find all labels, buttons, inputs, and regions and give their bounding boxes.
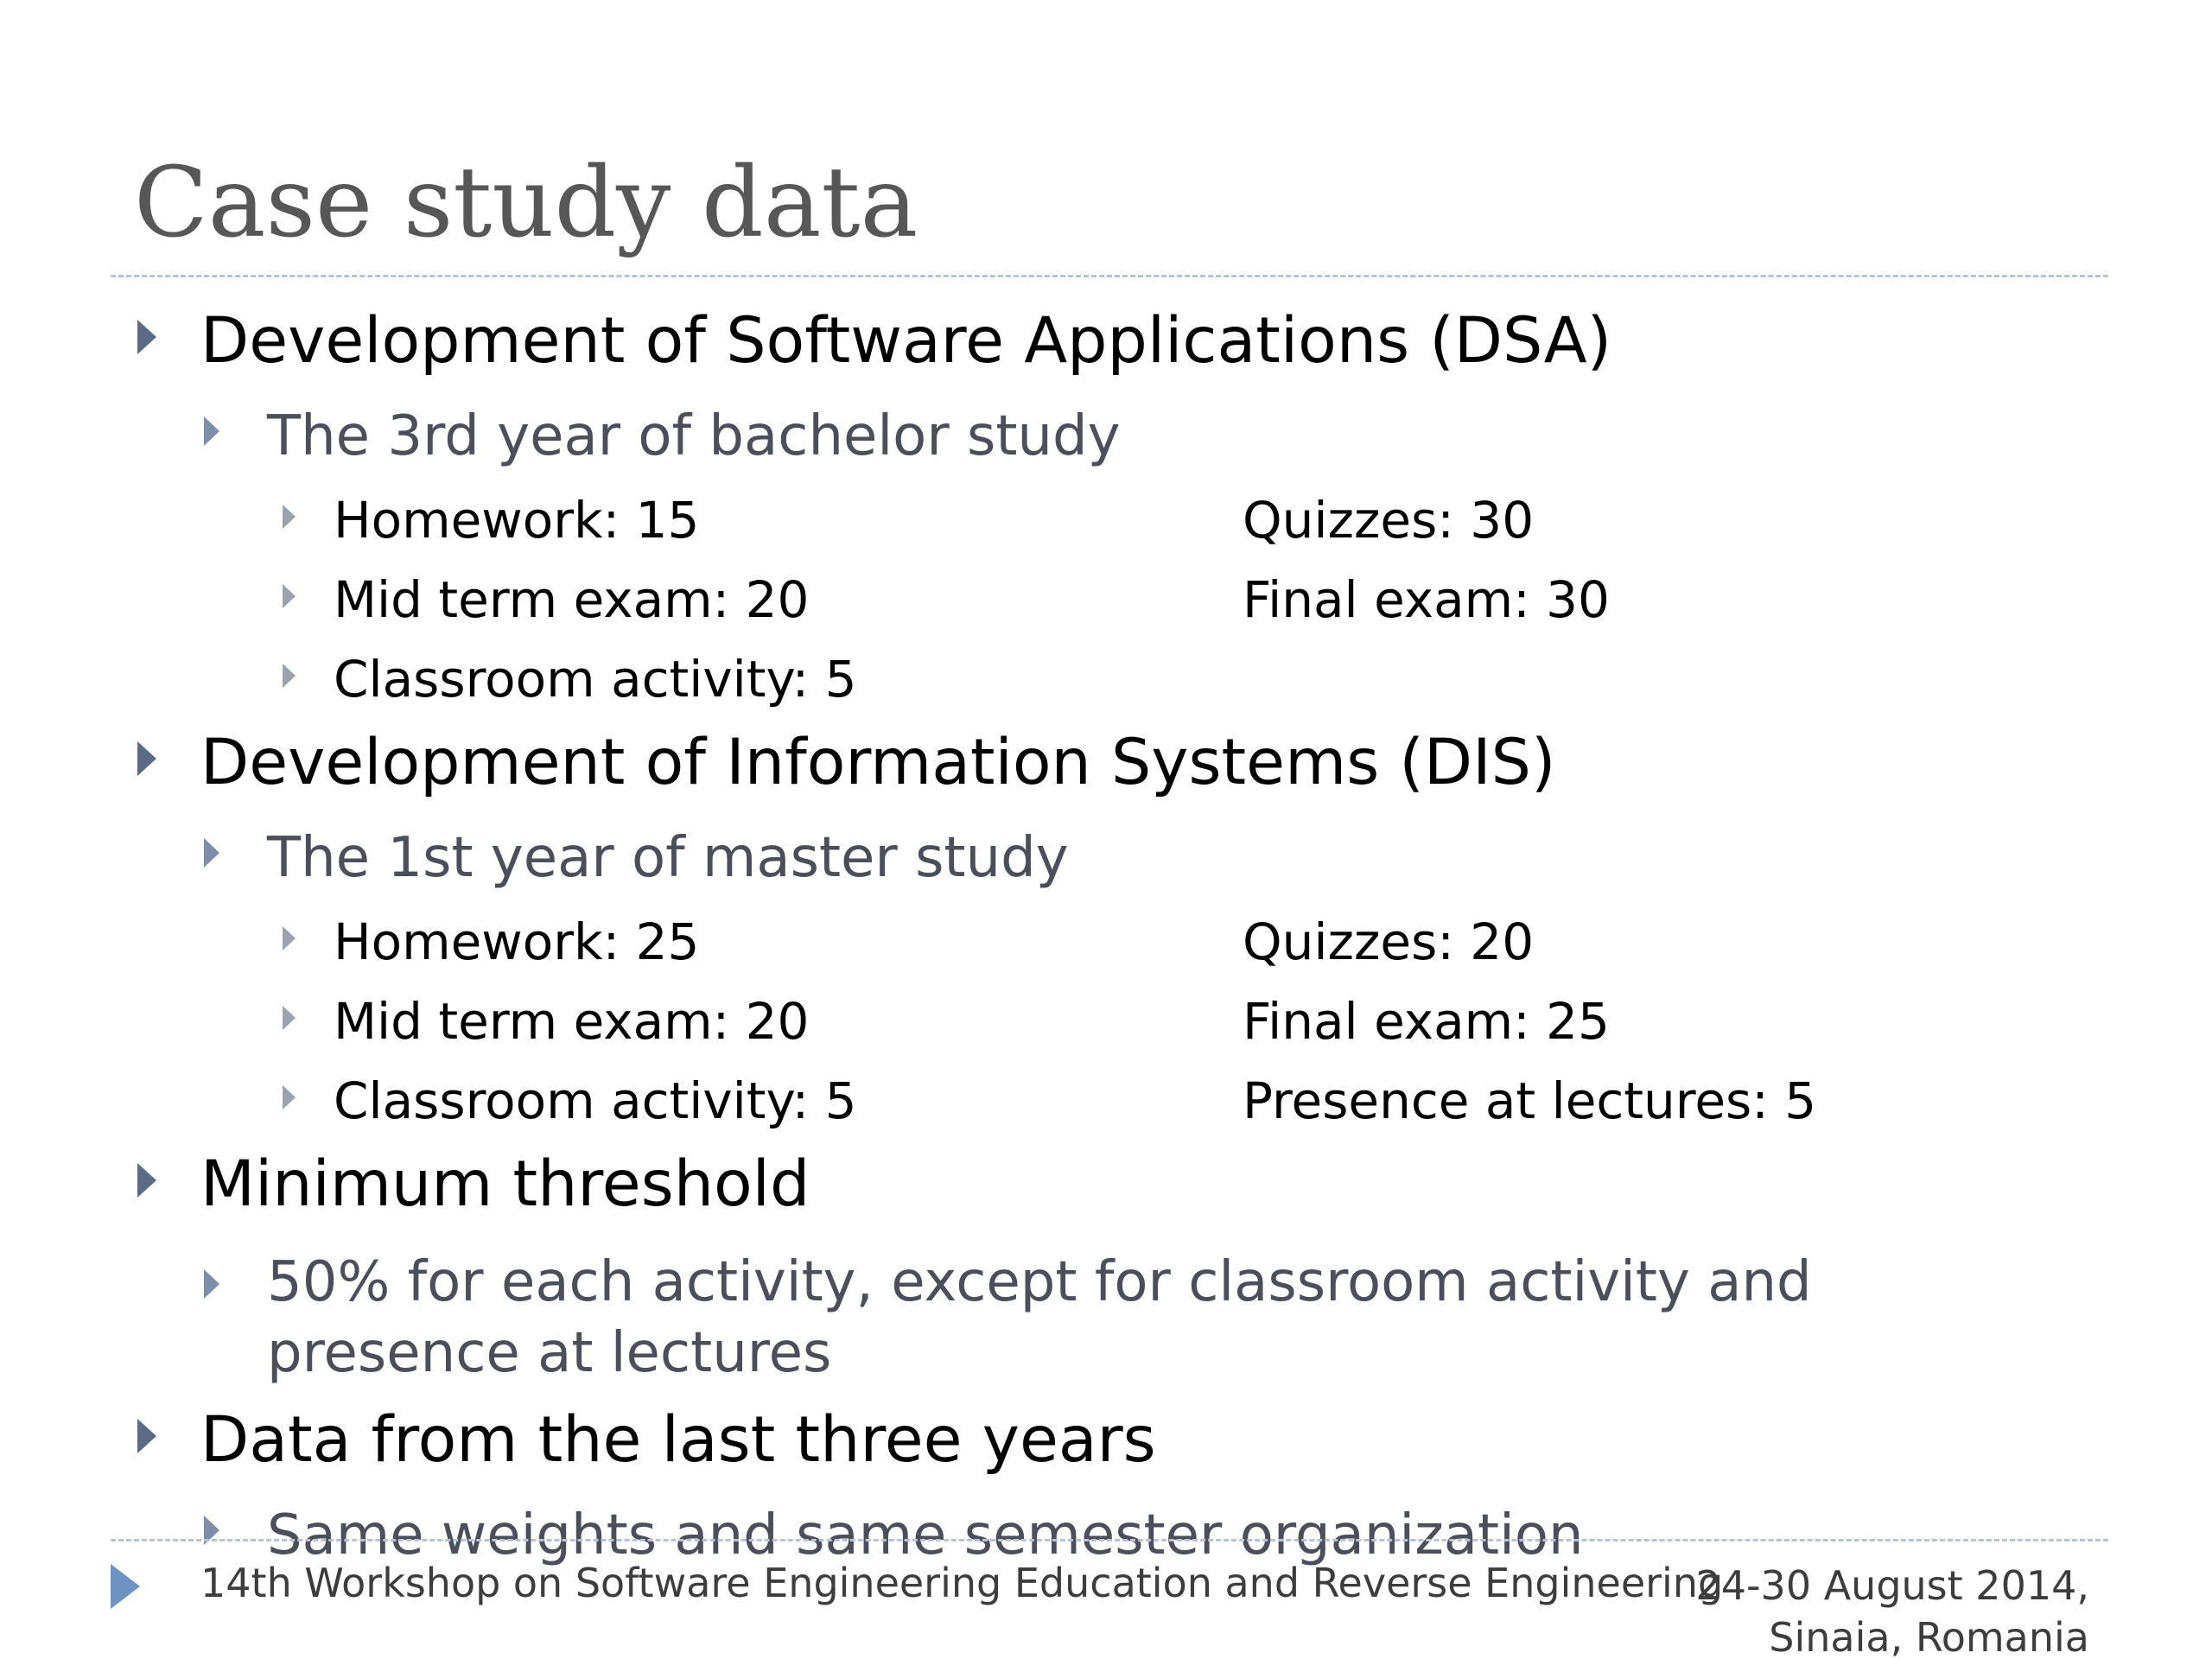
bullet-arrow-icon	[283, 505, 296, 529]
dsa-quizzes-item: Quizzes: 30	[1243, 491, 1535, 550]
dis-homework-item	[334, 912, 699, 971]
footer-date-place: 24-30 August 2014, Sinaia, Romania	[1695, 1562, 2089, 1659]
bullet-arrow-icon	[204, 838, 219, 868]
dis-classroom-text: Classroom activity: 5	[334, 1071, 857, 1130]
dsa-midterm-item	[334, 570, 809, 629]
bullet-dsa-subheading	[267, 404, 1120, 468]
bullet-dis-subheading	[267, 826, 1069, 890]
title-divider	[111, 275, 2108, 277]
data-years-detail-text: Same weights and same semester organization	[267, 1503, 1584, 1567]
bullet-arrow-icon	[204, 1269, 219, 1299]
bullet-arrow-icon	[283, 926, 296, 950]
dis-final-item: Final exam: 25	[1243, 992, 1610, 1051]
bullet-arrow-icon	[283, 584, 296, 608]
bullet-dsa-heading	[200, 304, 1611, 378]
dis-heading-text: Development of Information Systems (DIS)	[200, 726, 1556, 799]
dis-midterm-text: Mid term exam: 20	[334, 992, 810, 1051]
threshold-heading-text: Minimum threshold	[200, 1147, 810, 1221]
bullet-arrow-icon	[204, 416, 219, 446]
dsa-heading-text: Development of Software Applications (DSA)	[200, 304, 1612, 378]
footer-arrow-icon	[111, 1564, 140, 1609]
dis-classroom-item	[334, 1071, 857, 1130]
dsa-homework-text: Homework: 15	[334, 491, 700, 550]
dsa-final-item: Final exam: 30	[1243, 570, 1610, 629]
bullet-data-years-heading	[200, 1403, 1156, 1477]
data-years-heading-text: Data from the last three years	[200, 1403, 1156, 1477]
bullet-arrow-icon	[137, 320, 156, 354]
footer-divider	[111, 1539, 2108, 1541]
slide-title: Case study data	[134, 147, 918, 259]
dsa-classroom-item	[334, 650, 857, 709]
dis-presence-item: Presence at lectures: 5	[1243, 1071, 1817, 1130]
bullet-arrow-icon	[283, 1006, 296, 1030]
bullet-arrow-icon	[137, 741, 156, 776]
bullet-arrow-icon	[283, 1085, 296, 1109]
bullet-data-years-detail	[267, 1503, 1584, 1567]
bullet-threshold-detail	[267, 1247, 2082, 1389]
bullet-dis-heading	[200, 726, 1555, 799]
dis-midterm-item	[334, 992, 809, 1051]
bullet-arrow-icon	[283, 664, 296, 688]
threshold-detail-text: 50% for each activity, except for classroom activity and presence at lectures	[267, 1250, 1812, 1385]
bullet-threshold-heading	[200, 1147, 810, 1221]
dis-subheading-text: The 1st year of master study	[267, 826, 1069, 890]
dis-homework-text: Homework: 25	[334, 912, 700, 971]
bullet-arrow-icon	[137, 1419, 156, 1453]
dis-quizzes-item: Quizzes: 20	[1243, 912, 1535, 971]
bullet-arrow-icon	[137, 1163, 156, 1198]
footer-event: 14th Workshop on Software Engineering Education and Reverse Engineering	[200, 1560, 1724, 1606]
dsa-subheading-text: The 3rd year of bachelor study	[267, 404, 1121, 468]
dsa-classroom-text: Classroom activity: 5	[334, 650, 857, 709]
dsa-midterm-text: Mid term exam: 20	[334, 570, 810, 629]
dsa-homework-item	[334, 491, 699, 550]
